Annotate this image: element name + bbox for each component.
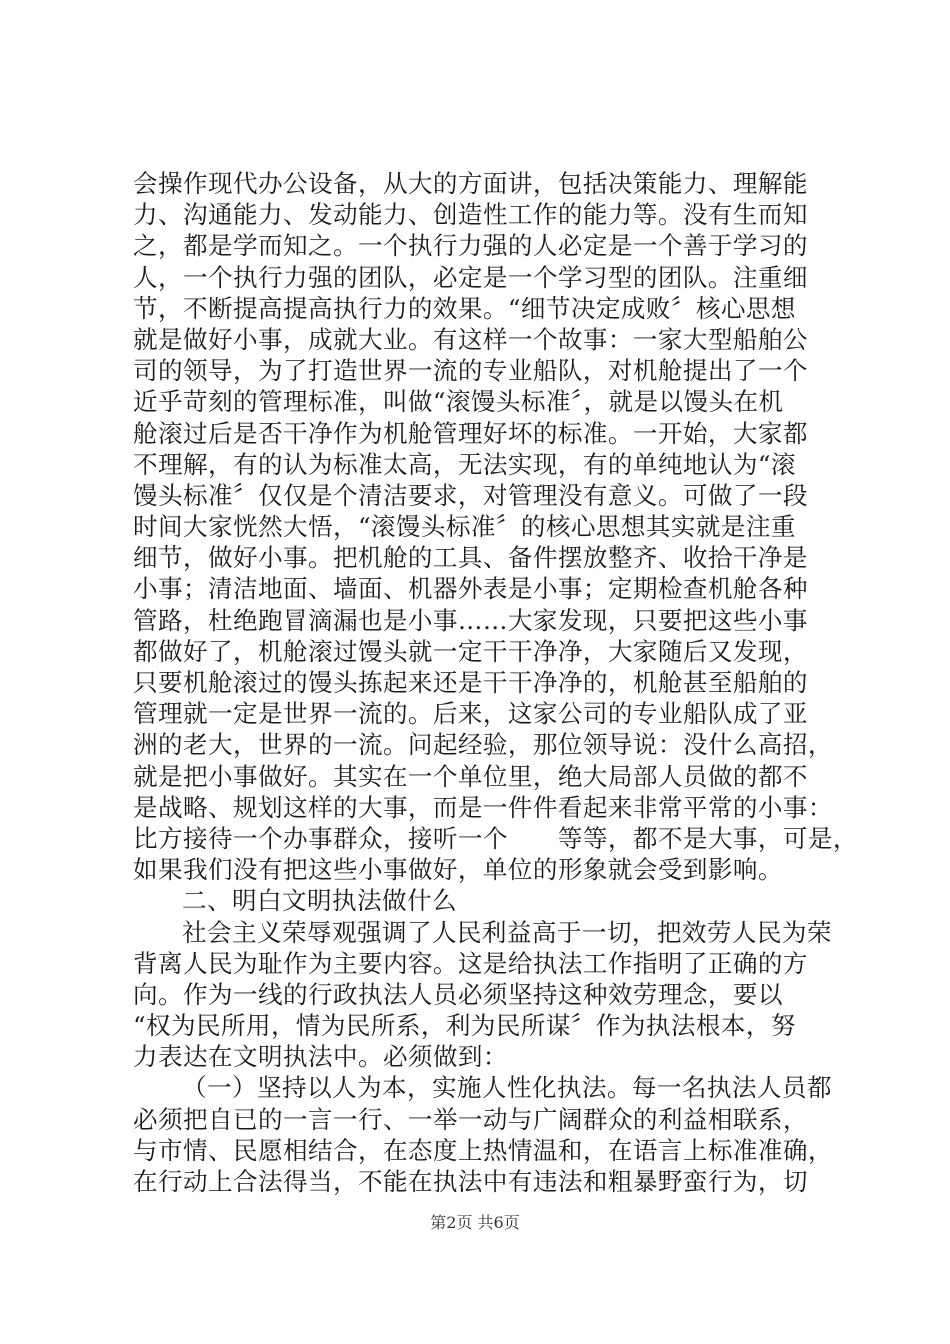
body-line: 力表达在文明执法中。必须做到：: [133, 1042, 508, 1072]
body-line: 人，一个执行力强的团队，必定是一个学习型的团队。注重细: [133, 262, 808, 292]
body-line: 舱滚过后是否干净作为机舱管理好坏的标准。一开始，大家都: [133, 418, 808, 448]
document-body: [133, 168, 858, 1197]
body-line: 在行动上合法得当，不能在执法中有违法和粗暴野蛮行为，切: [133, 1167, 808, 1196]
body-line: 时间大家恍然大悟，“滚馒头标准〞的核心思想其实就是注重: [133, 512, 796, 542]
body-line: 节，不断提高提高执行力的效果。“细节决定成败〞核心思想: [133, 293, 796, 323]
body-line: 都做好了，机舱滚过馒头就一定干干净净，大家随后又发现，: [133, 636, 808, 666]
body-line: 必须把自已的一言一行、一举一动与广阔群众的利益相联系，: [133, 1104, 808, 1134]
body-line: 社会主义荣辱观强调了人民利益高于一切，把效劳人民为荣: [182, 917, 832, 947]
body-line: 管理就一定是世界一流的。后来，这家公司的专业船队成了亚: [133, 699, 808, 729]
body-line: 如果我们没有把这些小事做好，单位的形象就会受到影响。: [133, 855, 783, 885]
body-line: 会操作现代办公设备，从大的方面讲，包括决策能力、理解能: [133, 169, 808, 198]
body-line: 之，都是学而知之。一个执行力强的人必定是一个善于学习的: [133, 231, 808, 261]
body-line: 细节，做好小事。把机舱的工具、备件摆放整齐、收拾干净是: [133, 543, 808, 573]
body-line: “权为民所用，情为民所系，利为民所谋〞作为执法根本，努: [133, 1011, 796, 1041]
page-footer: 第2页 共6页: [430, 1213, 520, 1232]
body-line: 管路，杜绝跑冒滴漏也是小事……大家发现，只要把这些小事: [133, 605, 808, 635]
body-line: 只要机舱滚过的馒头拣起来还是干干净净的，机舱甚至船舶的: [133, 668, 808, 697]
body-line: 馒头标准〞仅仅是个清洁要求，对管理没有意义。可做了一段: [133, 480, 808, 510]
body-line: 近乎苛刻的管理标准，叫做“滚馒头标准〞，就是以馒头在机: [133, 387, 784, 417]
body-line: 与市情、民愿相结合，在态度上热情温和，在语言上标准准确，: [133, 1135, 833, 1165]
body-line: 是战略、规划这样的大事，而是一件件看起来非常平常的小事：: [133, 792, 833, 822]
body-line: 就是做好小事，成就大业。有这样一个故事：一家大型船舶公: [133, 324, 808, 354]
body-line: 比方接待一个办事群众，接听一个 等等，都不是大事，可是，: [133, 823, 858, 853]
body-line: （一）坚持以人为本，实施人性化执法。每一名执法人员都: [182, 1073, 832, 1103]
body-line: 就是把小事做好。其实在一个单位里，绝大局部人员做的都不: [133, 761, 808, 791]
body-line: 司的领导，为了打造世界一流的专业船队，对机舱提出了一个: [133, 356, 808, 386]
section-heading: 二、明白文明执法做什么: [182, 886, 457, 916]
body-line: 向。作为一线的行政执法人员必须坚持这种效劳理念，要以: [133, 979, 783, 1009]
body-line: 力、沟通能力、发动能力、创造性工作的能力等。没有生而知: [133, 200, 808, 230]
body-line: 小事；清洁地面、墙面、机器外表是小事；定期检查机舱各种: [133, 574, 808, 604]
body-line: 洲的老大，世界的一流。问起经验，那位领导说：没什么高招，: [133, 730, 833, 760]
body-line: 不理解，有的认为标准太高，无法实现，有的单纯地认为“滚: [133, 449, 796, 479]
body-line: 背离人民为耻作为主要内容。这是给执法工作指明了正确的方: [133, 948, 808, 978]
